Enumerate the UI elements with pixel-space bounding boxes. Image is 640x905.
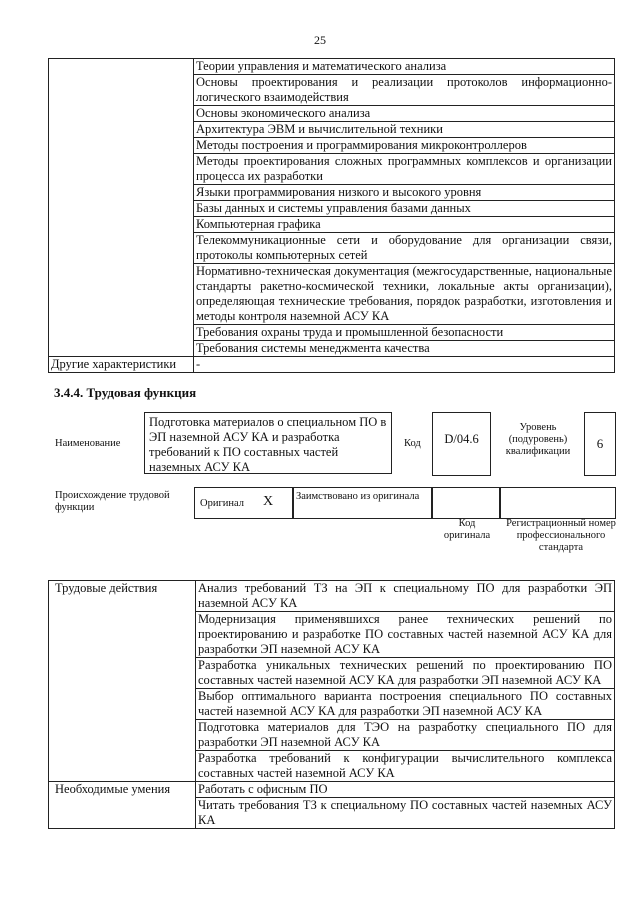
knowledge-label-cell — [49, 59, 194, 357]
section-heading: 3.4.4. Трудовая функция — [54, 385, 197, 400]
labor-action: Выбор оптимального варианта построения специального ПО составных частей наземной АСУ КА для разработки ЭП наземной АСУ КА — [196, 689, 615, 720]
labor-action: Анализ требований ТЗ на ЭП к специальному ПО для разработки ЭП наземной АСУ КА — [196, 581, 615, 612]
original-code-box — [431, 487, 501, 519]
knowledge-item: Основы проектирования и реализации протоколов информационно-логического взаимодействия — [194, 75, 615, 106]
labor-action: Модернизация применявшихся ранее технических решений по проектированию и разработке ПО составных частей наземной АСУ КА для разработки ЭП наземной АСУ КА — [196, 612, 615, 658]
knowledge-item: Теории управления и математического анализа — [194, 59, 615, 75]
knowledge-item: Методы проектирования сложных программных комплексов и организации процесса их разработки — [194, 154, 615, 185]
labor-table — [48, 580, 615, 829]
knowledge-item: Телекоммуникационные сети и оборудование для организации связи, протоколы компьютерных сетей — [194, 233, 615, 264]
code-box: D/04.6 — [432, 412, 491, 476]
other-characteristics-value: - — [194, 357, 615, 373]
labor-action: Разработка уникальных технических решений по проектированию ПО составных частей наземной АСУ КА для разработки ЭП наземной АСУ КА — [196, 658, 615, 689]
labor-action: Разработка требований к конфигурации вычислительного комплекса составных частей наземной АСУ КА — [196, 751, 615, 782]
labor-actions-label: Трудовые действия — [49, 581, 196, 782]
level-label: Уровень (подуровень) квалификации — [505, 422, 571, 457]
knowledge-item: Языки программирования низкого и высокого уровня — [194, 185, 615, 201]
original-mark: X — [263, 494, 274, 509]
knowledge-item: Методы построения и программирования микроконтроллеров — [194, 138, 615, 154]
original-code-caption: Код оригинала — [443, 518, 491, 541]
borrowed-box — [292, 487, 433, 519]
knowledge-item: Нормативно-техническая документация (межгосударственные, национальные стандарты ракетно-космической техники, локальные акты организации), определяющая технические требования, порядок разработки, изготовления и методы контроля наземной АСУ КА — [194, 264, 615, 325]
labor-action: Подготовка материалов для ТЭО на разработку специального ПО для разработки ЭП наземной АСУ КА — [196, 720, 615, 751]
code-label: Код — [404, 438, 421, 449]
name-label: Наименование — [55, 438, 121, 449]
knowledge-item: Компьютерная графика — [194, 217, 615, 233]
knowledge-item: Базы данных и системы управления базами данных — [194, 201, 615, 217]
knowledge-item: Требования охраны труда и промышленной безопасности — [194, 325, 615, 341]
original-box — [194, 487, 294, 519]
original-label: Оригинал — [200, 498, 244, 509]
borrowed-label: Заимствовано из оригинала — [296, 491, 420, 502]
skill-item: Работать с офисным ПО — [196, 782, 615, 798]
skill-item: Читать требования ТЗ к специальному ПО составных частей наземных АСУ КА — [196, 798, 615, 829]
origin-label: Происхождение трудовой функции — [55, 490, 170, 513]
knowledge-item: Требования системы менеджмента качества — [194, 341, 615, 357]
knowledge-item: Архитектура ЭВМ и вычислительной техники — [194, 122, 615, 138]
registration-number-box — [499, 487, 616, 519]
other-characteristics-label: Другие характеристики — [49, 357, 194, 373]
knowledge-item: Основы экономического анализа — [194, 106, 615, 122]
knowledge-table — [48, 58, 615, 373]
registration-number-caption: Регистрационный номер профессионального стандарта — [506, 518, 616, 553]
level-box: 6 — [584, 412, 616, 476]
required-skills-label: Необходимые умения — [49, 782, 196, 829]
function-name-box: Подготовка материалов о специальном ПО в ЭП наземной АСУ КА и разработка требований к ПО составных частей наземных АСУ КА — [144, 412, 392, 474]
page-number: 25 — [314, 33, 326, 47]
